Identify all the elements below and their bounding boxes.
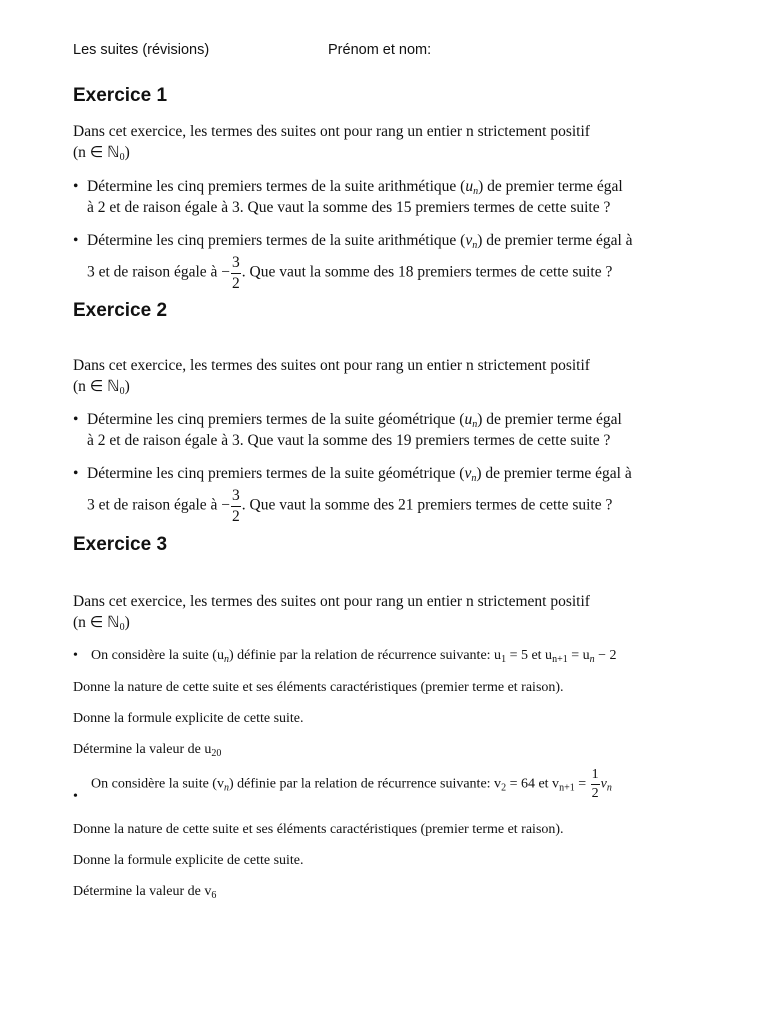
fraction-1-2: $\frac{1}{2}$ — [591, 767, 599, 801]
bullet: • — [73, 178, 79, 195]
exercise-2-intro: Dans cet exercice, les termes des suites ont pour rang un entier n strictement positif (n ∈ ℕ$_0$) — [73, 357, 590, 397]
exercise-3-question-3: Détermine la valeur de $u_{20}$ — [73, 742, 222, 759]
bullet: • — [73, 789, 78, 804]
exercise-1-item-1: • Détermine les cinq premiers termes de la suite arithmétique $(u_n)$ de premier terme égal à 2 et de raison égale à 3. Que vaut la somme des 15 premiers termes de cette suite ? — [73, 178, 623, 216]
exercise-2-item-1: • Détermine les cinq premiers termes de la suite géométrique $(u_n)$ de premier terme égal à 2 et de raison égale à 3. Que vaut la somme des 19 premiers termes de cette suite ? — [73, 411, 622, 449]
exercise-1-item-2: • Détermine les cinq premiers termes de la suite arithmétique $(v_n)$ de premier terme égal à 3 et de raison égale à − $\frac{3}{2}$ . Que vaut la somme des 18 premiers termes de cette suite ? — [73, 232, 633, 292]
exercise-1-intro: Dans cet exercice, les termes des suites ont pour rang un entier n strictement positif (n ∈ ℕ$_0$) — [73, 123, 590, 163]
document-title: Les suites (révisions) — [73, 42, 210, 58]
bullet: • — [73, 232, 79, 249]
bullet: • — [73, 465, 79, 482]
exercise-2-heading: Exercice 2 — [73, 300, 168, 321]
exercise-2-item-2: • Détermine les cinq premiers termes de la suite géométrique $(v_n)$ de premier terme égal à 3 et de raison égale à − $\frac{3}{2}$ . Que vaut la somme des 21 premiers termes de cette suite ? — [73, 465, 632, 525]
fraction-3-2: $\frac{3}{2}$ — [232, 254, 240, 292]
page-header — [73, 42, 432, 58]
exercise-3-item-2: • On considère la suite $(v_n)$ définie par la relation de récurrence suivante: $v_2 = 64$ et $v_{n+1}$ = $\frac{1}{2}$ $v_n$ — [73, 768, 703, 801]
exercise-3-question-5: Donne la formule explicite de cette suite. — [73, 853, 304, 868]
name-label: Prénom et nom: — [328, 42, 432, 58]
exercise-3-question-1: Donne la nature de cette suite et ses éléments caractéristiques (premier terme et raison). — [73, 680, 564, 695]
exercise-3-question-4: Donne la nature de cette suite et ses éléments caractéristiques (premier terme et raison). — [73, 822, 564, 837]
exercise-3-heading: Exercice 3 — [73, 534, 168, 555]
exercise-1-heading: Exercice 1 — [73, 85, 168, 106]
bullet: • — [73, 648, 78, 663]
exercise-3-question-6: Détermine la valeur de $v_6$ — [73, 884, 217, 901]
fraction-3-2: $\frac{3}{2}$ — [232, 487, 240, 525]
exercise-3-intro: Dans cet exercice, les termes des suites ont pour rang un entier n strictement positif (n ∈ ℕ$_0$) — [73, 593, 590, 633]
bullet: • — [73, 411, 79, 428]
exercise-3-question-2: Donne la formule explicite de cette suite. — [73, 711, 304, 726]
exercise-3-item-1: • On considère la suite $(u_n)$ définie par la relation de récurrence suivante: $u_1 = 5$ et $u_{n+1} = u_n - 2$ — [73, 645, 703, 666]
